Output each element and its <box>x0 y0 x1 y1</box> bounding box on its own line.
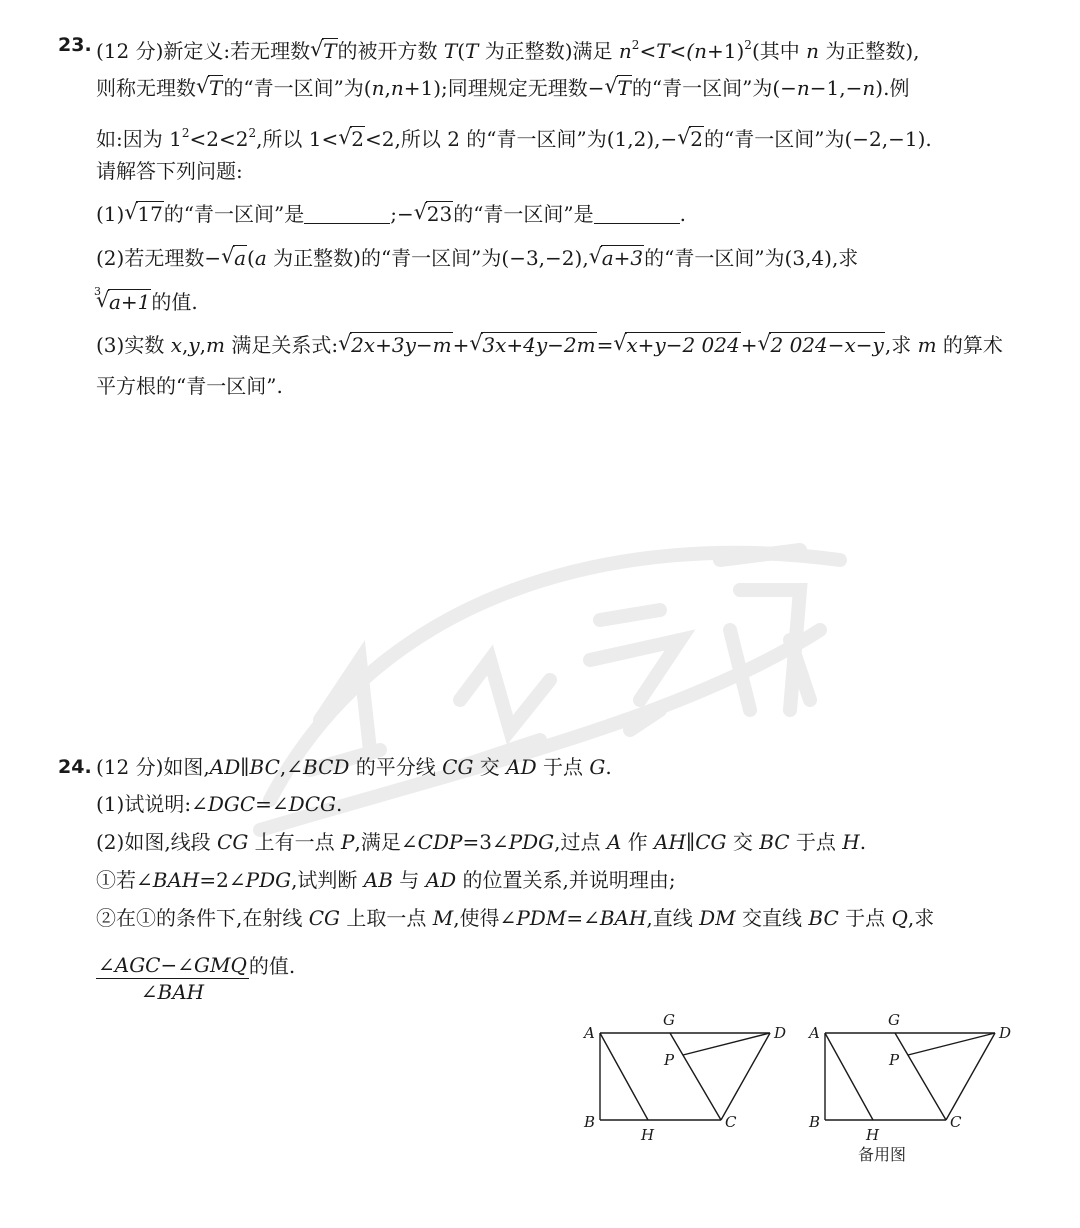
answer-blank-1[interactable] <box>304 203 390 224</box>
q24-part-2: (2)如图,线段 CG 上有一点 P,满足∠CDP=3∠PDG,过点 A 作 AH∥CG 交 BC 于点 H. <box>96 830 867 854</box>
q24-line-1: (12 分)如图,AD∥BC,∠BCD 的平分线 CG 交 AD 于点 G. <box>96 755 612 779</box>
q23-part-1: (1)√ 17的“青一区间”是 ;−√ 23的“青一区间”是 . <box>96 200 1026 228</box>
q24-fraction-line: $\frac{\text{∠AGC−∠GMQ}}{\text{∠BAH}}$ 的值. <box>98 953 296 1004</box>
q24-number: 24. <box>58 756 92 778</box>
q23-line-2: 则称无理数√ T的“青一区间”为(n,n+1);同理规定无理数−√ T的“青一区间”为(−n−1,−n).例 <box>96 74 1026 102</box>
q23-part-2-cont: √ 3 a+1的值. <box>96 288 1026 316</box>
label-P: P <box>664 1051 675 1069</box>
q24-part-2-a: ①若∠BAH=2∠PDG,试判断 AB 与 AD 的位置关系,并说明理由; <box>96 868 676 892</box>
fraction: $\frac{\text{∠AGC−∠GMQ}}{\text{∠BAH}}$ <box>98 953 247 1004</box>
label-B: B <box>809 1113 821 1131</box>
q23-part-3: (3)实数 x,y,m 满足关系式:√ 2x+3y−m+√ 3x+4y−2m=√ x+y−2 024+√ 2 024−x−y,求 m 的算术 <box>96 331 1026 359</box>
label-B: B <box>584 1113 596 1131</box>
figure-caption: 备用图 <box>858 1145 907 1164</box>
q24-part-1: (1)试说明:∠DGC=∠DCG. <box>96 792 343 816</box>
q24-part-2-b: ②在①的条件下,在射线 CG 上取一点 M,使得∠PDM=∠BAH,直线 DM 交直线 BC 于点 Q,求 <box>96 906 935 930</box>
q23-part-2: (2)若无理数−√ a(a 为正整数)的“青一区间”为(−3,−2),√ a+3的“青一区间”为(3,4),求 <box>96 244 1026 272</box>
label-H: H <box>641 1126 655 1140</box>
q23-part-3-cont: 平方根的“青一区间”. <box>96 374 283 398</box>
label-G: G <box>888 1011 900 1029</box>
q23-number: 23. <box>58 34 92 56</box>
q24-points: (12 分) <box>96 755 164 779</box>
q23-line-4: 请解答下列问题: <box>96 159 243 183</box>
q23-line-1: (12 分)新定义:若无理数√ T的被开方数 T(T 为正整数)满足 $n^2<T<(n+1)^2$(其中 n 为正整数), <box>96 31 1026 65</box>
label-D: D <box>999 1024 1012 1042</box>
label-C: C <box>725 1113 737 1131</box>
q23-line-3: 如:因为 $1^2<2<2^2$,所以 1<√ 2<2,所以 2 的“青一区间”为(1,2),−√ 2的“青一区间”为(−2,−1). <box>96 119 1026 153</box>
geometry-figure-2 <box>803 1005 1018 1144</box>
label-G: G <box>663 1011 675 1029</box>
label-D: D <box>774 1024 787 1042</box>
sqrt-symbol: √ T <box>311 37 337 65</box>
answer-blank-2[interactable] <box>594 203 680 224</box>
cube-root-symbol: √ 3 a+1 <box>97 288 151 316</box>
label-P: P <box>889 1051 900 1069</box>
label-C: C <box>950 1113 962 1131</box>
label-A: A <box>809 1024 820 1042</box>
geometry-figure-1 <box>578 1005 793 1144</box>
label-A: A <box>584 1024 595 1042</box>
label-H: H <box>866 1126 880 1140</box>
q23-points: (12 分) <box>96 39 164 63</box>
